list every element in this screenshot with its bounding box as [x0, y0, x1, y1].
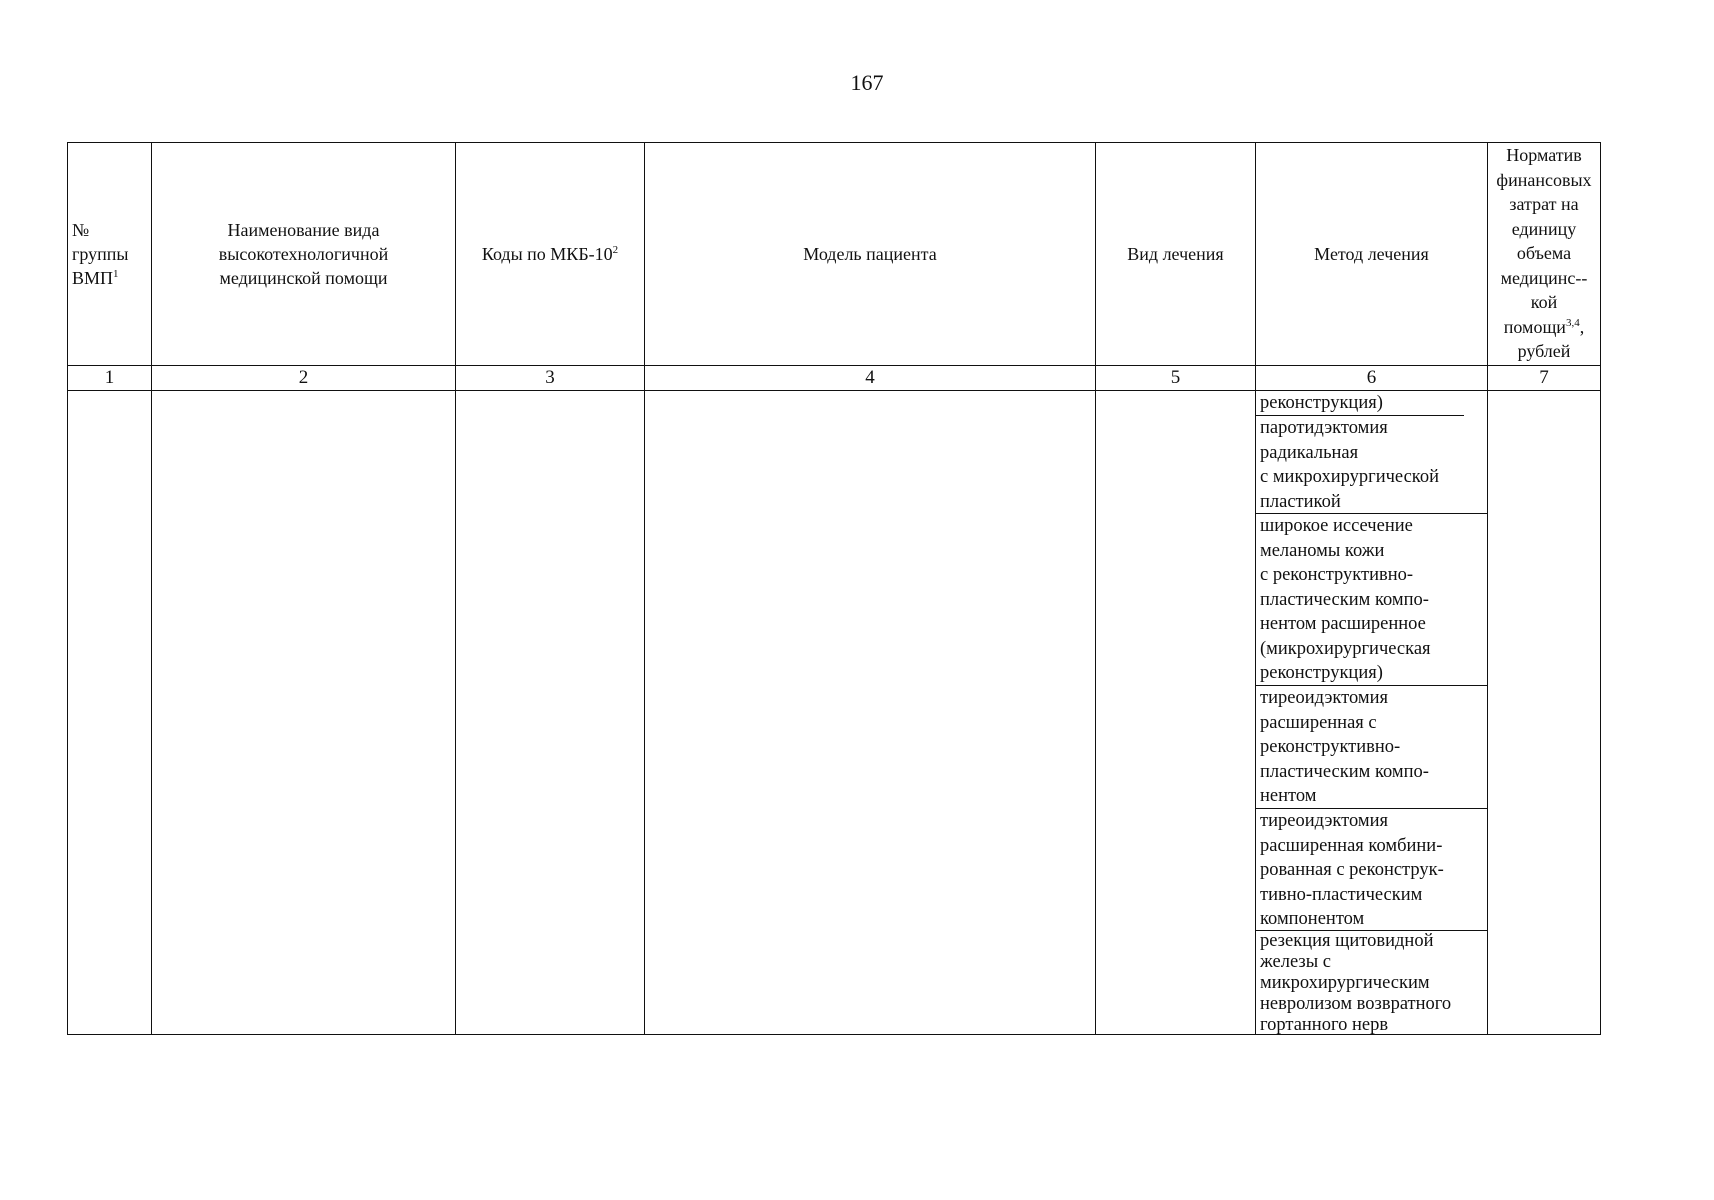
- method-item: тиреоидэктомия расширенная комбини- рованная с реконструк- тивно-пластическим компонентом: [1256, 809, 1487, 931]
- header-col-3-sup: 2: [612, 244, 619, 256]
- colnum-6: 6: [1255, 365, 1488, 391]
- method-item: паротидэктомия радикальная с микрохирургической пластикой: [1256, 416, 1487, 514]
- body-col-4: [644, 390, 1096, 1035]
- header-col-7-sup: 3,4: [1565, 316, 1580, 329]
- data-table: [67, 142, 1601, 1035]
- header-col-2-text: Наименование вида высокотехнологичной медицинской помощи: [218, 220, 389, 288]
- header-col-5: [1095, 142, 1256, 366]
- method-item: тиреоидэктомия расширенная с реконструктивно- пластическим компо- нентом: [1256, 686, 1487, 809]
- colnum-7: 7: [1487, 365, 1601, 391]
- header-col-1-line2: группы: [72, 244, 129, 264]
- method-item: реконструкция): [1256, 391, 1464, 416]
- body-col-1: [67, 390, 152, 1035]
- page-number: 167: [850, 70, 884, 95]
- body-col-6-methods: [1255, 390, 1488, 1035]
- header-col-7-text: Норматив финансовых затрат на единицу объема медицинс-- кой помощи: [1496, 145, 1592, 337]
- body-col-5: [1095, 390, 1256, 1035]
- colnum-2: 2: [151, 365, 456, 391]
- method-item: резекция щитовидной железы с микрохирургическим невролизом возвратного гортанного нерв: [1260, 931, 1452, 1035]
- header-col-3-text: Коды по МКБ-10: [481, 244, 613, 264]
- header-col-7: [1487, 142, 1601, 366]
- header-col-1-no: №: [72, 220, 90, 240]
- body-col-7: [1487, 390, 1601, 1035]
- header-col-6: [1255, 142, 1488, 366]
- body-col-2: [151, 390, 456, 1035]
- body-col-3: [455, 390, 645, 1035]
- header-col-5-text: Вид лечения: [1127, 244, 1224, 264]
- header-col-2: [151, 142, 456, 366]
- header-col-7-post: , рублей: [1517, 316, 1585, 361]
- header-col-3: [455, 142, 645, 366]
- header-col-1-sup: 1: [113, 268, 119, 280]
- header-col-4-text: Модель пациента: [803, 244, 937, 264]
- colnum-1: 1: [67, 365, 152, 391]
- colnum-4: 4: [644, 365, 1096, 391]
- colnum-3: 3: [455, 365, 645, 391]
- method-item: широкое иссечение меланомы кожи с реконструктивно- пластическим компо- нентом расширенное (микрохирургическая реконструкция): [1256, 514, 1487, 686]
- header-col-1: [67, 142, 152, 366]
- header-col-6-text: Метод лечения: [1314, 244, 1429, 264]
- header-col-4: [644, 142, 1096, 366]
- colnum-5: 5: [1095, 365, 1256, 391]
- header-col-1-line3: ВМП: [72, 268, 114, 288]
